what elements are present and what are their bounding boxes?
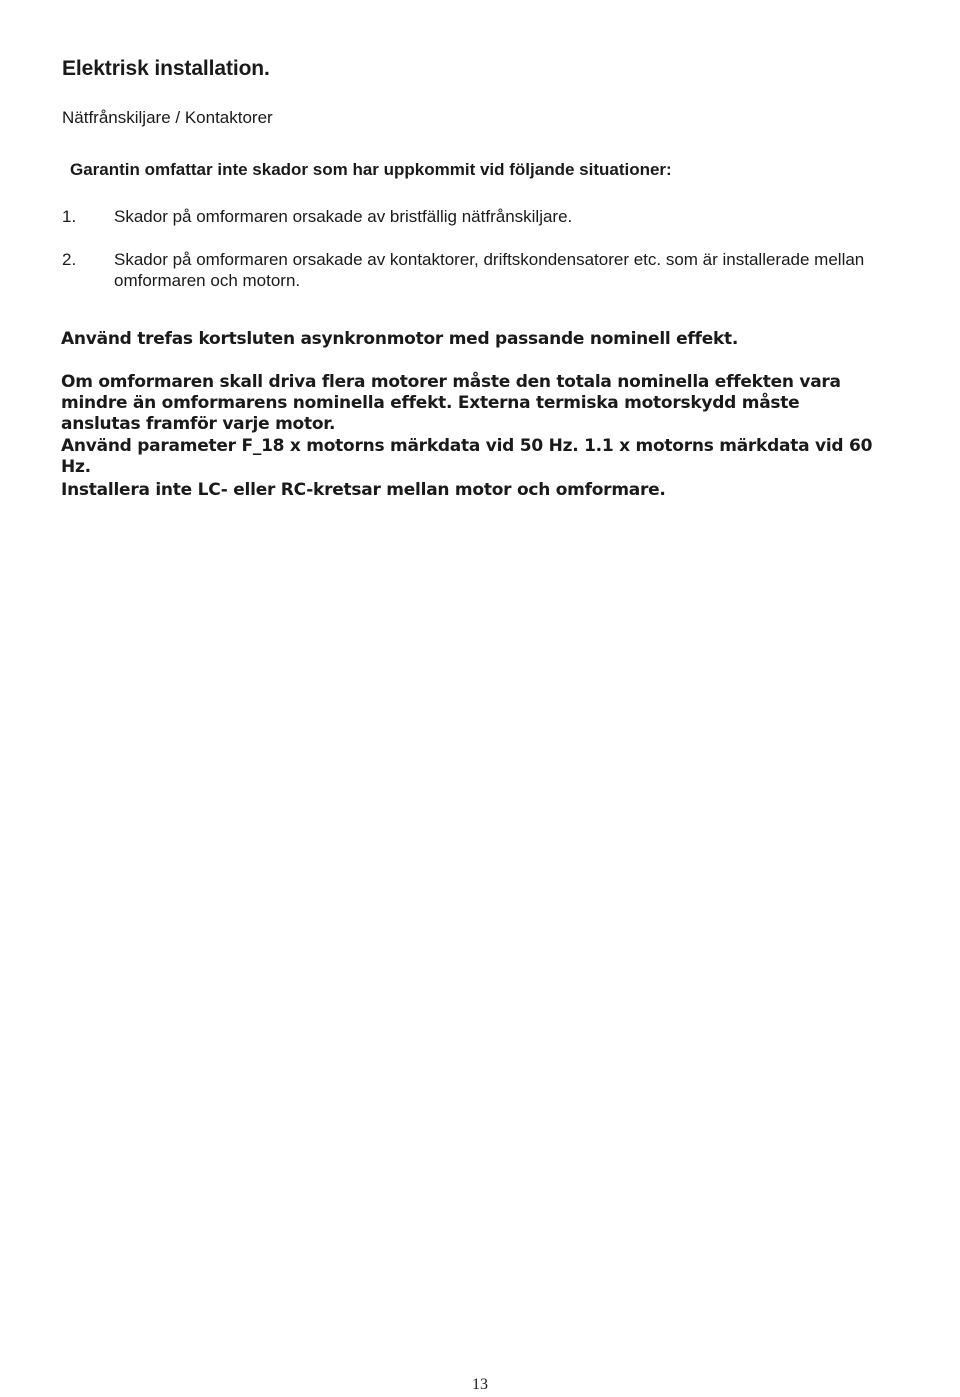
parameter-paragraph: Använd parameter F_18 x motorns märkdata vid 50 Hz. 1.1 x motorns märkdata vid 60 Hz.: [61, 436, 873, 477]
list-item-number: 2.: [62, 250, 77, 269]
list-item-text: Skador på omformaren orsakade av kontaktorer, driftskondensatorer etc. som är installerade mellan omformaren och motorn.: [114, 250, 865, 290]
list-item-text: Skador på omformaren orsakade av bristfällig nätfrånskiljare.: [114, 207, 573, 226]
multiple-motors-paragraph: Om omformaren skall driva flera motorer måste den totala nominella effekten vara mindre än omformarens nominella effekt. Externa termiska motorskydd måste anslutas framför varje motor.: [61, 372, 841, 434]
page-title: Elektrisk installation.: [62, 57, 270, 80]
section-subtitle: Nätfrånskiljare / Kontaktorer: [62, 108, 273, 127]
page-number: 13: [472, 1376, 488, 1393]
motor-type-paragraph: Använd trefas kortsluten asynkronmotor med passande nominell effekt.: [61, 329, 739, 349]
warranty-heading: Garantin omfattar inte skador som har uppkommit vid följande situationer:: [70, 160, 672, 179]
list-item: [62, 206, 902, 227]
list-item-number: 1.: [62, 207, 77, 226]
list-item: [62, 249, 902, 291]
lc-rc-warning-paragraph: Installera inte LC- eller RC-kretsar mellan motor och omformare.: [61, 480, 666, 500]
